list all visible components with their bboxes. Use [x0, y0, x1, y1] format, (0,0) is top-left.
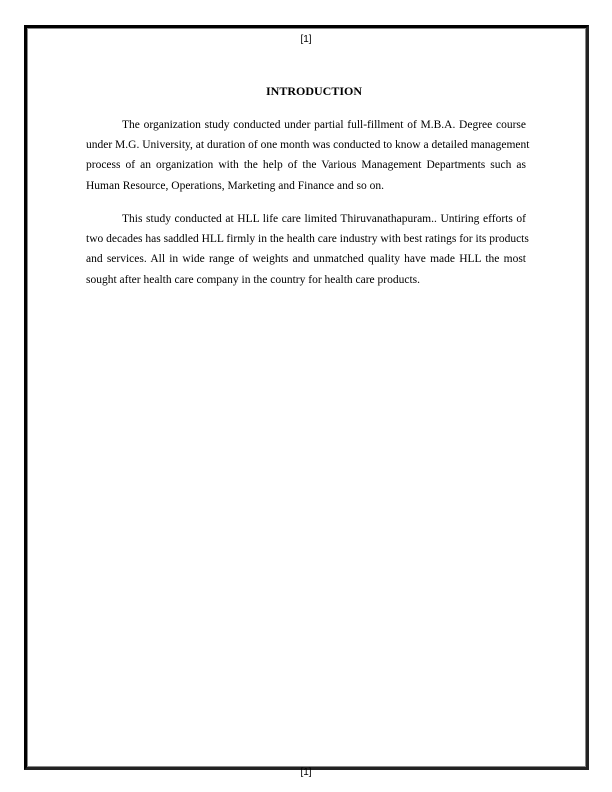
- paragraph-line: Human Resource, Operations, Marketing and Finance and so on.: [86, 179, 384, 192]
- paragraph-1: [86, 115, 530, 196]
- paragraph-line: This study conducted at HLL life care limited Thiruvanathapuram.. Untiring efforts of: [122, 213, 526, 225]
- paragraph-line: The organization study conducted under partial full-fillment of M.B.A. Degree course: [122, 119, 526, 131]
- footer-page-number: [1]: [300, 767, 312, 778]
- paragraph-line: two decades has saddled HLL firmly in the health care industry with best ratings for its products: [86, 233, 529, 246]
- section-title: INTRODUCTION: [265, 84, 362, 98]
- paragraph-line: process of an organization with the help of the Various Management Departments such as: [86, 159, 526, 172]
- paragraph-line: and services. All in wide range of weights and unmatched quality have made HLL the most: [86, 253, 526, 266]
- header-page-number: [1]: [300, 34, 312, 45]
- paragraph-2: [86, 209, 529, 290]
- paragraph-line: under M.G. University, at duration of one month was conducted to know a detailed management: [86, 139, 530, 152]
- paragraph-line: sought after health care company in the country for health care products.: [86, 273, 421, 286]
